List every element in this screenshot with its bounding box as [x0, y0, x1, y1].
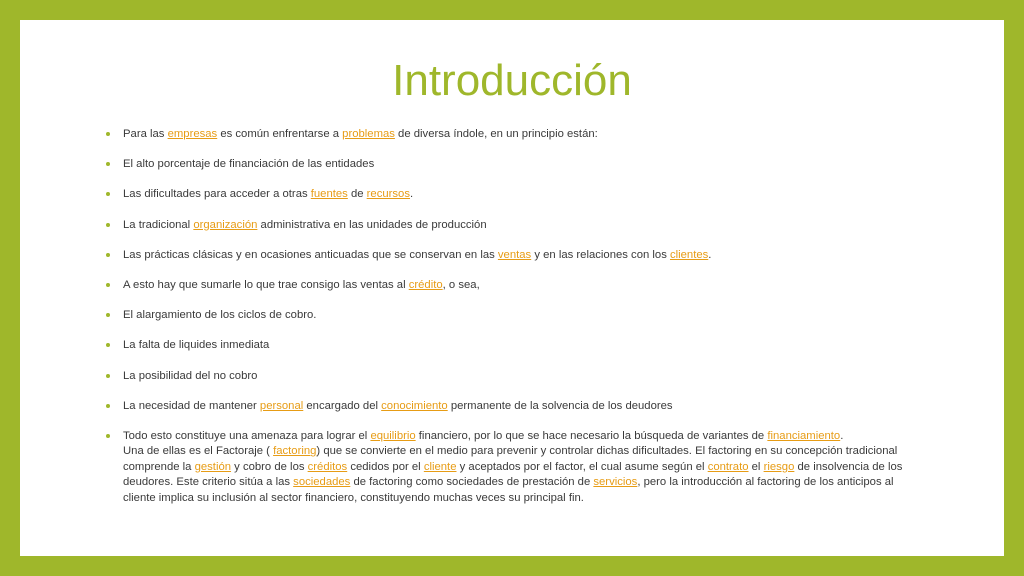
hyperlink[interactable]: problemas: [342, 128, 395, 140]
bullet-item: [106, 127, 906, 143]
bullet-text: y aceptados por el factor, el cual asume según el: [456, 460, 708, 473]
bullet-dot-icon: [106, 434, 110, 438]
hyperlink[interactable]: créditos: [307, 460, 348, 473]
bullet-dot-icon: [106, 283, 110, 287]
hyperlink[interactable]: crédito: [408, 278, 443, 291]
bullet-text: el: [748, 460, 764, 473]
bullet-item: [106, 338, 906, 354]
bullet-text: de: [347, 188, 367, 201]
hyperlink[interactable]: financiamiento: [767, 429, 841, 442]
bullet-text: La falta de liquides inmediata: [123, 339, 270, 352]
bullet-text: de factoring como sociedades de prestación de: [350, 476, 594, 489]
bullet-text: El alto porcentaje de financiación de las entidades: [123, 158, 375, 171]
bullet-item: [106, 429, 906, 507]
bullet-item: [106, 218, 906, 234]
bullet-text: .: [708, 248, 712, 261]
bullet-text: El alargamiento de los ciclos de cobro.: [123, 309, 317, 322]
bullet-text: cedidos por el: [347, 460, 424, 473]
bullet-dot-icon: [106, 313, 110, 317]
bullet-text: .: [840, 429, 844, 442]
bullet-item: [106, 187, 906, 203]
slide-title: Introducción: [392, 56, 632, 105]
bullet-dot-icon: [106, 162, 110, 166]
bullet-text: Para las: [123, 128, 168, 140]
bullet-text: administrativa en las unidades de producción: [257, 218, 487, 231]
hyperlink[interactable]: cliente: [423, 460, 457, 473]
bullet-text: La posibilidad del no cobro: [123, 369, 258, 382]
bullet-text: encargado del: [303, 399, 382, 412]
bullet-item: [106, 369, 906, 385]
bullet-text: financiero, por lo que se hace necesario la búsqueda de variantes de: [415, 429, 768, 442]
bullet-text: A esto hay que sumarle lo que trae consigo las ventas al: [123, 278, 409, 291]
bullet-text: La necesidad de mantener: [123, 399, 260, 412]
bullet-item: [106, 278, 906, 294]
hyperlink[interactable]: contrato: [707, 460, 749, 473]
bullet-text: es común enfrentarse a: [217, 128, 343, 140]
bullet-dot-icon: [106, 404, 110, 408]
bullet-item: [106, 399, 906, 415]
hyperlink[interactable]: organización: [193, 218, 258, 231]
bullet-dot-icon: [106, 132, 110, 136]
hyperlink[interactable]: ventas: [497, 248, 532, 261]
bullet-text: , o sea,: [442, 278, 480, 291]
hyperlink[interactable]: fuentes: [310, 188, 348, 201]
bullet-dot-icon: [106, 192, 110, 196]
slide: [20, 20, 1004, 556]
bullet-list: [106, 127, 906, 521]
bullet-text: Las dificultades para acceder a otras: [123, 188, 311, 201]
bullet-text: y en las relaciones con los: [531, 248, 670, 261]
hyperlink[interactable]: servicios: [593, 476, 638, 489]
bullet-dot-icon: [106, 253, 110, 257]
hyperlink[interactable]: factoring: [273, 445, 317, 458]
bullet-dot-icon: [106, 343, 110, 347]
hyperlink[interactable]: clientes: [669, 248, 709, 261]
bullet-text: de insolvencia de los deudores. Este criterio sitúa a las: [123, 460, 903, 489]
bullet-item: [106, 308, 906, 324]
bullet-dot-icon: [106, 223, 110, 227]
bullet-text: permanente de la solvencia de los deudores: [447, 399, 673, 412]
bullet-item: [106, 157, 906, 173]
hyperlink[interactable]: gestión: [194, 460, 232, 473]
hyperlink[interactable]: riesgo: [763, 460, 795, 473]
bullet-text: Las prácticas clásicas y en ocasiones anticuadas que se conservan en las: [123, 248, 498, 261]
bullet-text: La tradicional: [123, 218, 194, 231]
hyperlink[interactable]: empresas: [167, 128, 218, 140]
hyperlink[interactable]: recursos: [366, 188, 410, 201]
bullet-item: [106, 248, 906, 264]
bullet-text: de diversa índole, en un principio están:: [394, 128, 598, 140]
bullet-text: ) que se convierte en el medio para prevenir y controlar dichas dificultades. El factoring en su concepción tradicional comprende la: [123, 445, 898, 473]
hyperlink[interactable]: conocimiento: [381, 399, 448, 412]
bullet-text: Todo esto constituye una amenaza para lograr el: [123, 429, 371, 442]
hyperlink[interactable]: personal: [259, 399, 304, 412]
bullet-text: Una de ellas es el Factoraje (: [123, 445, 274, 458]
bullet-dot-icon: [106, 374, 110, 378]
bullet-text: y cobro de los: [231, 460, 308, 473]
hyperlink[interactable]: sociedades: [293, 476, 351, 489]
bullet-text: .: [410, 188, 414, 201]
bullet-text: , pero la introducción al factoring de los anticipos al cliente implica su inclusión al sector financiero, constituyendo muchas veces su principal fin.: [123, 476, 894, 504]
hyperlink[interactable]: equilibrio: [370, 429, 416, 442]
